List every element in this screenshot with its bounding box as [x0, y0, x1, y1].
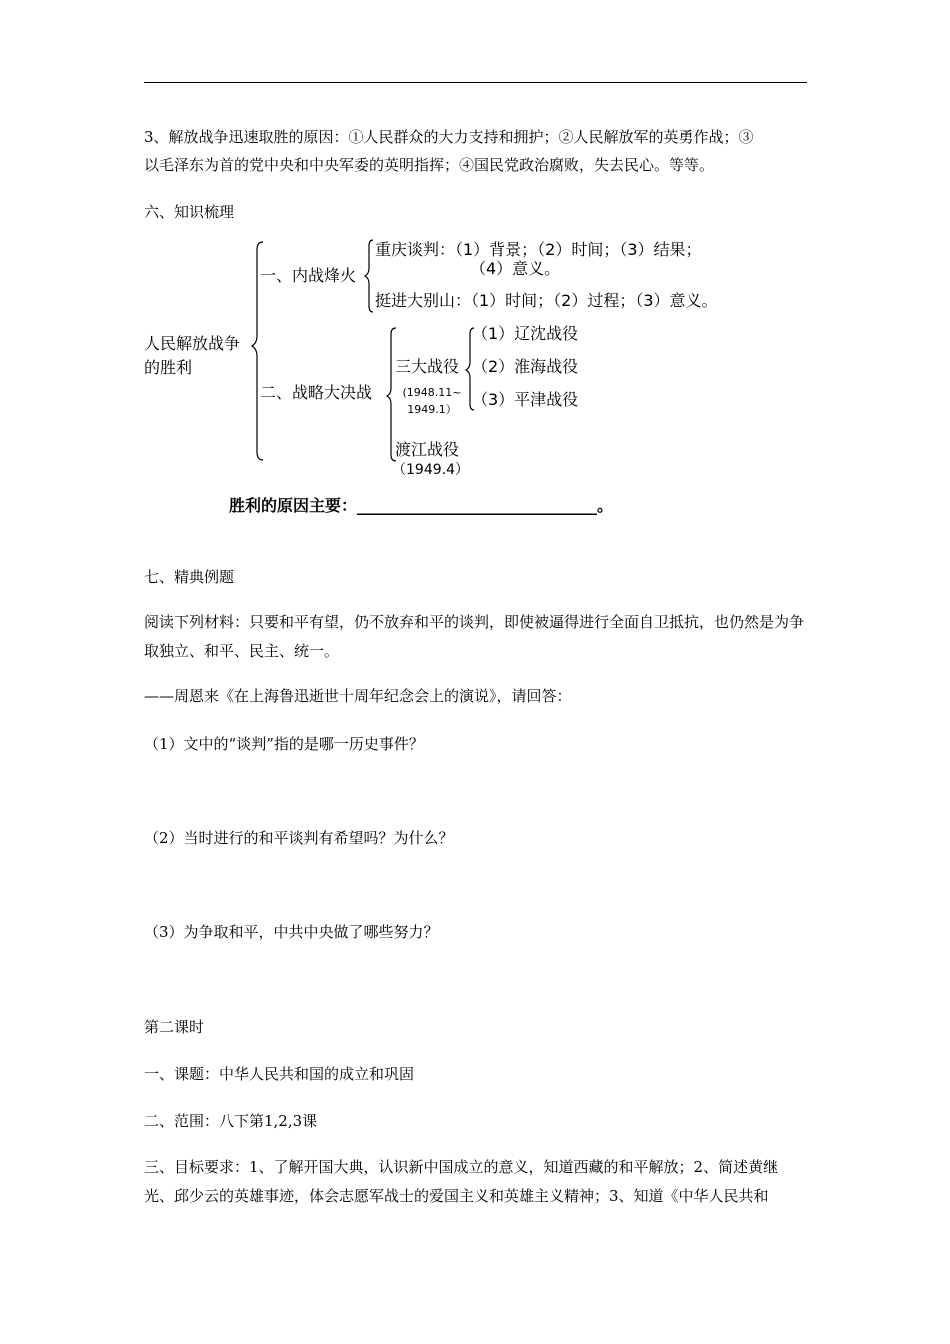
question-2: （2）当时进行的和平谈判有希望吗？为什么？ — [144, 829, 454, 847]
pingjin-campaign: （3）平津战役 — [472, 390, 579, 409]
three-campaigns-label: 三大战役 — [395, 357, 460, 376]
dujiang-date: （1949.4） — [392, 462, 469, 478]
liaoshen-campaign: （1）辽沈战役 — [472, 324, 579, 343]
section-7-title: 七、精典例题 — [144, 568, 235, 586]
root-label-line-2: 的胜利 — [144, 358, 193, 377]
question-3: （3）为争取和平，中共中央做了哪些努力？ — [144, 923, 439, 941]
lesson-2-title: 第二课时 — [144, 1018, 205, 1036]
lesson-2-topic: 一、课题：中华人民共和国的成立和巩固 — [144, 1065, 415, 1083]
dujiang-campaign: 渡江战役 — [395, 440, 460, 459]
branch-1-label: 一、内战烽火 — [260, 266, 357, 285]
paragraph-3-line-2: 以毛泽东为首的党中央和中央军委的英明指挥；④国民党政治腐败，失去民心。等等。 — [144, 156, 715, 174]
material-source: ——周恩来《在上海鲁迅逝世十周年纪念会上的演说》，请回答： — [144, 687, 572, 705]
lesson-2-goals: 三、目标要求：1、了解开国大典，认识新中国成立的意义，知道西藏的和平解放；2、简述黄继光、邱少云的英雄事迹，体会志愿军战士的爱国主义和英雄主义精神；3、知道《中华人民共和 — [144, 1158, 779, 1205]
victory-reason-blank: 胜利的原因主要：______________________________。 — [229, 496, 614, 515]
three-campaigns-date-line-1: (1948.11~ — [402, 386, 462, 399]
lesson-2-scope: 二、范围：八下第1,2,3课 — [144, 1112, 318, 1130]
root-label-line-1: 人民解放战争 — [144, 334, 241, 353]
question-1: （1）文中的“谈判”指的是哪一历史事件？ — [144, 735, 424, 753]
paragraph-3-line-1: 3、解放战争迅速取胜的原因：①人民群众的大力支持和拥护；②人民解放军的英勇作战；③ — [144, 128, 754, 146]
outline-brackets — [0, 0, 950, 560]
chongqing-talks-line-2: （4）意义。 — [470, 259, 561, 278]
reading-material: 阅读下列材料：只要和平有望，仍不放弃和平的谈判，即使被逼得进行全面自卫抵抗，也仍然是为争取独立、和平、民主、统一。 — [144, 613, 805, 660]
chongqing-talks-line-1: 重庆谈判：（1）背景；（2）时间；（3）结果； — [375, 240, 702, 259]
three-campaigns-date-line-2: 1949.1） — [407, 403, 457, 416]
branch-2-label: 二、战略大决战 — [260, 383, 373, 402]
dabieshan-label: 挺进大别山：（1）时间；（2）过程；（3）意义。 — [375, 291, 718, 310]
branch1-bracket — [365, 240, 373, 312]
section-6-title: 六、知识梳理 — [144, 203, 235, 221]
huaihai-campaign: （2）淮海战役 — [472, 357, 579, 376]
